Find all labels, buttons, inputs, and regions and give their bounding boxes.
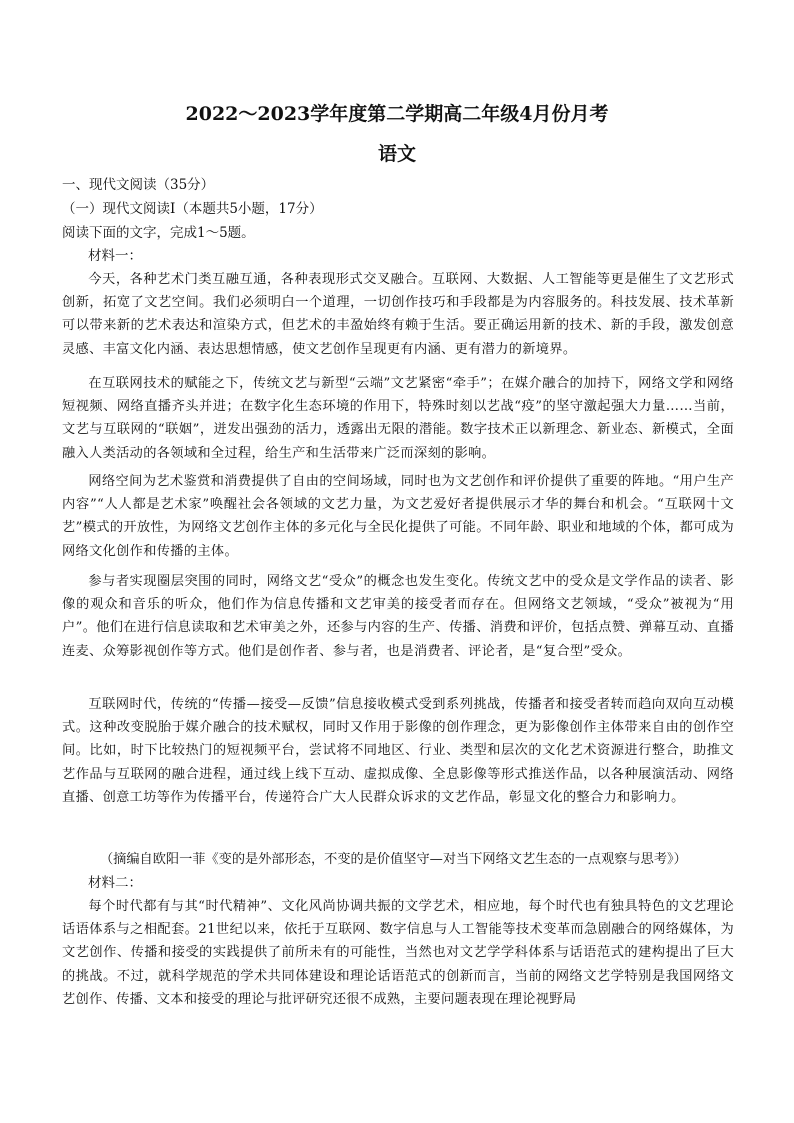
material-one-source: （摘编自欧阳一菲《变的是外部形态，不变的是价值坚守—对当下网络文艺生态的一点观察与思考》） <box>100 852 687 867</box>
material-one-paragraph: 今天，各种艺术门类互融互通，各种表现形式交叉融合。互联网、大数据、人工智能等更是催生了文艺形式创新，拓宽了文艺空间。我们必须明白一个道理，一切创作技巧和手段都是为内容服务的。科技发展、技术革新可以带来新的艺术表达和渲染方式，但艺术的丰盈始终有赖于生活。要正确运用新的技术、新的手段，激发创意灵感、丰富文化内涵、表达思想情感，使文艺创作呈现更有内涵、更有潜力的新境界。 <box>62 272 734 357</box>
section-heading: 一、现代文阅读（35分） <box>62 177 215 193</box>
material-one-paragraph: 在互联网技术的赋能之下，传统文艺与新型“云端”文艺紧密“牵手”；在媒介融合的加持下，网络文学和网络短视频、网络直播齐头并进；在数字化生态环境的作用下，特殊时刻以艺战“疫”的坚守激起强大力量……当前，文艺与互联网的“联姻”，迸发出强劲的活力，透露出无限的潜能。数字技术正以新理念、新业态、新模式，全面融入人类活动的各领域和全过程，给生产和生活带来广泛而深刻的影响。 <box>62 376 734 461</box>
exam-title: 2022～2023学年度第二学期高二年级4月份月考 <box>185 103 609 125</box>
material-one-label: 材料一： <box>88 248 142 264</box>
material-two-label: 材料二： <box>88 875 142 891</box>
section-subheading: （一）现代文阅读Ⅰ（本题共5小题，17分） <box>62 201 323 217</box>
subject-title: 语文 <box>377 143 416 165</box>
material-one-paragraph: 参与者实现圈层突围的同时，网络文艺“受众”的概念也发生变化。传统文艺中的受众是文学作品的读者、影像的观众和音乐的听众，他们作为信息传播和文艺审美的接受者而存在。但网络文艺领域，“受众”被视为“用户”。他们在进行信息读取和艺术审美之外，还参与内容的生产、传播、消费和评价，包括点赞、弹幕互动、直播连麦、众筹影视创作等方式。他们是创作者、参与者，也是消费者、评论者，是“复合型”受众。 <box>62 574 734 659</box>
material-one-paragraph: 网络空间为艺术鉴赏和消费提供了自由的空间场域，同时也为文艺创作和评价提供了重要的阵地。“用户生产内容”“人人都是艺术家”唤醒社会各领域的文艺力量，为文艺爱好者提供展示才华的舞台和机会。“互联网十文艺”模式的开放性，为网络文艺创作主体的多元化与全民化提供了可能。不同年龄、职业和地域的个体，都可成为网络文化创作和传播的主体。 <box>62 474 734 559</box>
material-two-paragraph: 每个时代都有与其“时代精神”、文化风尚协调共振的文学艺术，相应地，每个时代也有独具特色的文艺理论话语体系与之相配套。21世纪以来，依托于互联网、数字信息与人工智能等技术变革而急剧融合的网络媒体，为文艺创作、传播和接受的实践提供了前所未有的可能性，当然也对文艺学学科体系与话语范式的建构提出了巨大的挑战。不过，就科学规范的学术共同体建设和理论话语范式的创新而言，当前的网络文艺学特别是我国网络文艺创作、传播、文本和接受的理论与批评研究还很不成熟，主要问题表现在理论视野局 <box>62 899 734 1007</box>
material-one-paragraph: 互联网时代，传统的“传播—接受—反馈”信息接收模式受到系列挑战，传播者和接受者转而趋向双向互动模式。这种改变脱胎于媒介融合的技术赋权，同时又作用于影像的创作理念，更为影像创作主体带来自由的创作空间。比如，时下比较热门的短视频平台，尝试将不同地区、行业、类型和层次的文化艺术资源进行整合，助推文艺作品与互联网的融合进程，通过线上线下互动、虚拟成像、全息影像等形式推送作品，以各种展演活动、网络直播、创意工坊等作为传播平台，传递符合广大人民群众诉求的文艺作品，彰显文化的整合力和影响力。 <box>62 697 734 805</box>
reading-instruction: 阅读下面的文字，完成1～5题。 <box>62 225 255 241</box>
